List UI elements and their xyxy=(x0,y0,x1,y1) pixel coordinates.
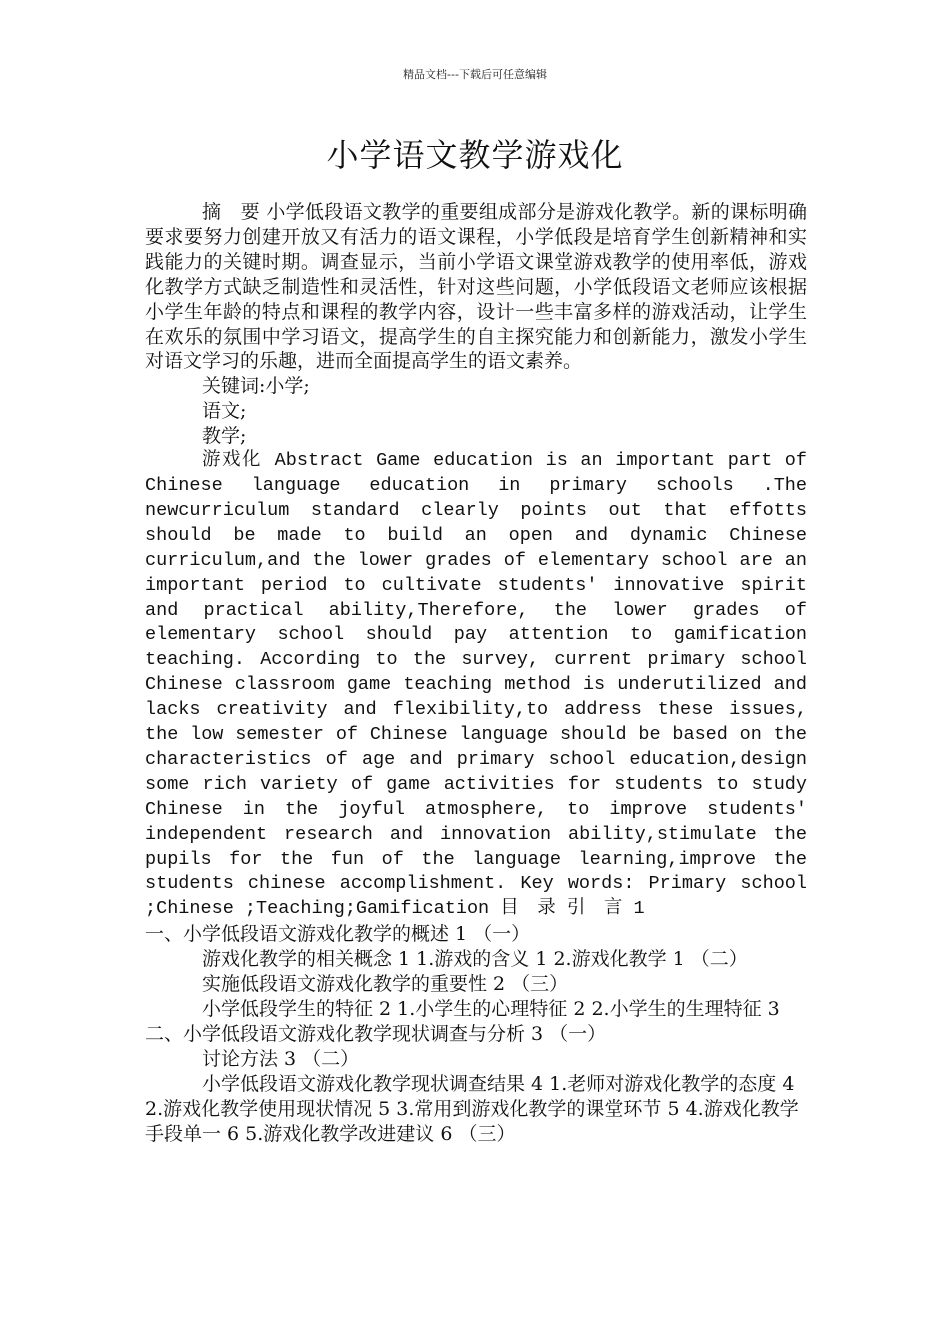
document-title: 小学语文教学游戏化 xyxy=(326,136,624,174)
abstract-english: 游戏化 Abstract Game education is an important part of Chinese language education in primary schools .The newcurriculum standard clearly points out that effotts should be made to build an open and dynamic Chinese curriculum,and the lower grades of elementary school are an important period to cultivate students′ innovative spirit and practical ability,Therefore, the lower grades of elementary school should pay attention to gamification teaching. According to the survey, current primary school Chinese classroom game teaching method is underutilized and lacks creativity and flexibility,to address these issues, the low semester of Chinese language should be based on the characteristics of age and primary school education,design some rich variety of game activities for students to study Chinese in the joyful atmosphere, to improve students′ independent research and innovation ability,stimulate the pupils for the fun of the language learning,improve the students chinese accomplishment. Key words: Primary school ;Chinese ;Teaching;Gamification 目 录 引 言 1 xyxy=(145,450,807,920)
toc-line: 讨论方法 3 （二） xyxy=(202,1047,360,1070)
document-body xyxy=(145,200,807,1146)
toc-line: 游戏化教学的相关概念 1 1.游戏的含义 1 2.游戏化教学 1 （二） xyxy=(202,948,748,971)
keyword-line: 语文; xyxy=(202,400,247,423)
toc-line: 实施低段语文游戏化教学的重要性 2 （三） xyxy=(202,973,569,996)
page-header: 精品文档---下载后可任意编辑 xyxy=(403,68,547,81)
toc-line: 小学低段学生的特征 2 1.小学生的心理特征 2 2.小学生的生理特征 3 二、小学低段语文游戏化教学现状调查与分析 3 （一） xyxy=(145,998,780,1045)
keyword-line: 关键词:小学; xyxy=(202,375,310,398)
toc-line: 小学低段语文游戏化教学现状调查结果 4 1.老师对游戏化教学的态度 4 2.游戏化教学使用现状情况 5 3.常用到游戏化教学的课堂环节 5 4.游戏化教学手段单一 6 5.游戏化教学改进建议 6 （三） xyxy=(145,1072,799,1145)
keyword-line: 教学; xyxy=(202,425,247,448)
toc-line: 一、小学低段语文游戏化教学的概述 1 （一） xyxy=(145,923,531,946)
abstract-chinese: 摘 要 小学低段语文教学的重要组成部分是游戏化教学。新的课标明确要求要努力创建开放又有活力的语文课程，小学低段是培育学生创新精神和实践能力的关键时期。调查显示，当前小学语文课堂游戏教学的使用率低，游戏化教学方式缺乏制造性和灵活性，针对这些问题，小学低段语文老师应该根据小学生年龄的特点和课程的教学内容，设计一些丰富多样的游戏活动，让学生在欢乐的氛围中学习语文，提高学生的自主探究能力和创新能力，激发小学生对语文学习的乐趣，进而全面提高学生的语文素养。 xyxy=(145,201,807,373)
